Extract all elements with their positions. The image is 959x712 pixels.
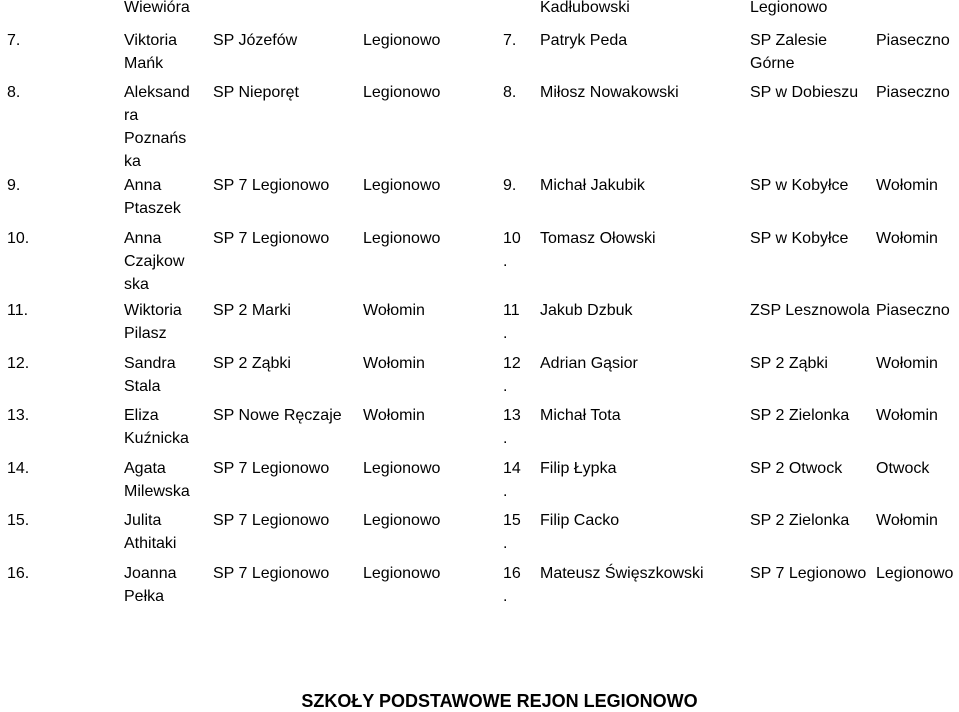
student-name-left: Aleksand ra Poznańs ka	[124, 84, 190, 170]
student-name-right: Filip Łypka	[540, 460, 617, 477]
rank-right: 16 .	[503, 565, 521, 605]
student-name-left: Anna Czajkow ska	[124, 230, 185, 293]
rank-left: 16.	[7, 565, 30, 582]
student-name-right: Adrian Gąsior	[540, 355, 638, 372]
student-name-right: Filip Cacko	[540, 512, 620, 529]
school-right: SP 2 Ząbki	[750, 355, 828, 372]
school-right: ZSP Lesznowola	[750, 302, 870, 319]
rank-right: 10 .	[503, 230, 521, 270]
school-right: SP w Kobyłce	[750, 177, 849, 194]
rank-left: 15.	[7, 512, 30, 529]
school-left: SP 7 Legionowo	[213, 512, 330, 529]
rank-left: 11.	[7, 302, 29, 319]
student-name-right: Miłosz Nowakowski	[540, 84, 679, 101]
town-left: Legionowo	[363, 512, 441, 529]
student-name-right: Patryk Peda	[540, 32, 628, 49]
student-name-right: Michał Tota	[540, 407, 621, 424]
student-name-right: Mateusz Święszkowski	[540, 565, 704, 582]
town-right: Piaseczno	[876, 302, 950, 319]
school-left: SP 7 Legionowo	[213, 565, 330, 582]
rank-right: 9.	[503, 177, 517, 194]
rank-right: 7.	[503, 32, 517, 49]
rank-left: 9.	[7, 177, 21, 194]
town-left: Legionowo	[363, 230, 441, 247]
school-left: SP Józefów	[213, 32, 298, 49]
student-name-right: Tomasz Ołowski	[540, 230, 656, 247]
student-name-left: Eliza Kuźnicka	[124, 407, 189, 447]
school-left: SP Nieporęt	[213, 84, 299, 101]
rank-right: 11 .	[503, 302, 520, 342]
student-name-left: Agata Milewska	[124, 460, 190, 500]
school-left: SP 7 Legionowo	[213, 460, 330, 477]
region-heading: SZKOŁY PODSTAWOWE REJON LEGIONOWO	[301, 691, 698, 711]
school-left: SP 2 Ząbki	[213, 355, 291, 372]
rank-right: 14 .	[503, 460, 521, 500]
student-name-left: Wiktoria Pilasz	[124, 302, 182, 342]
student-name-right: Michał Jakubik	[540, 177, 645, 194]
school-left: SP Nowe Ręczaje	[213, 407, 342, 424]
town-left: Legionowo	[363, 460, 441, 477]
student-name-left: Anna Ptaszek	[124, 177, 181, 217]
town-right: Piaseczno	[876, 84, 950, 101]
rank-right: 12 .	[503, 355, 521, 395]
school-right: Legionowo	[750, 0, 828, 16]
school-right: SP Zalesie Górne	[750, 32, 828, 72]
student-name-left: Wiewióra	[124, 0, 190, 16]
rank-left: 7.	[7, 32, 21, 49]
rank-right: 8.	[503, 84, 517, 101]
town-right: Otwock	[876, 460, 930, 477]
town-right: Piaseczno	[876, 32, 950, 49]
town-right: Wołomin	[876, 355, 938, 372]
rank-left: 8.	[7, 84, 21, 101]
town-left: Wołomin	[363, 302, 425, 319]
school-left: SP 7 Legionowo	[213, 230, 330, 247]
school-right: SP w Dobieszu	[750, 84, 859, 101]
school-right: SP 7 Legionowo	[750, 565, 867, 582]
town-left: Legionowo	[363, 84, 441, 101]
school-right: SP 2 Zielonka	[750, 512, 850, 529]
school-left: SP 7 Legionowo	[213, 177, 330, 194]
town-left: Legionowo	[363, 32, 441, 49]
town-left: Wołomin	[363, 355, 425, 372]
town-left: Legionowo	[363, 177, 441, 194]
school-right: SP 2 Otwock	[750, 460, 843, 477]
rank-left: 12.	[7, 355, 30, 372]
town-right: Wołomin	[876, 177, 938, 194]
student-name-left: Viktoria Mańk	[124, 32, 178, 72]
rank-right: 15 .	[503, 512, 521, 552]
student-name-left: Julita Athitaki	[124, 512, 177, 552]
school-right: SP w Kobyłce	[750, 230, 849, 247]
town-right: Legionowo	[876, 565, 954, 582]
school-left: SP 2 Marki	[213, 302, 291, 319]
rank-left: 13.	[7, 407, 30, 424]
rank-left: 14.	[7, 460, 30, 477]
rank-left: 10.	[7, 230, 30, 247]
town-right: Wołomin	[876, 230, 938, 247]
student-name-left: Sandra Stala	[124, 355, 176, 395]
town-left: Wołomin	[363, 407, 425, 424]
rank-right: 13 .	[503, 407, 521, 447]
town-right: Wołomin	[876, 407, 938, 424]
student-name-left: Joanna Pełka	[124, 565, 177, 605]
school-right: SP 2 Zielonka	[750, 407, 850, 424]
town-left: Legionowo	[363, 565, 441, 582]
student-name-right: Kadłubowski	[540, 0, 630, 16]
town-right: Wołomin	[876, 512, 938, 529]
student-name-right: Jakub Dzbuk	[540, 302, 633, 319]
